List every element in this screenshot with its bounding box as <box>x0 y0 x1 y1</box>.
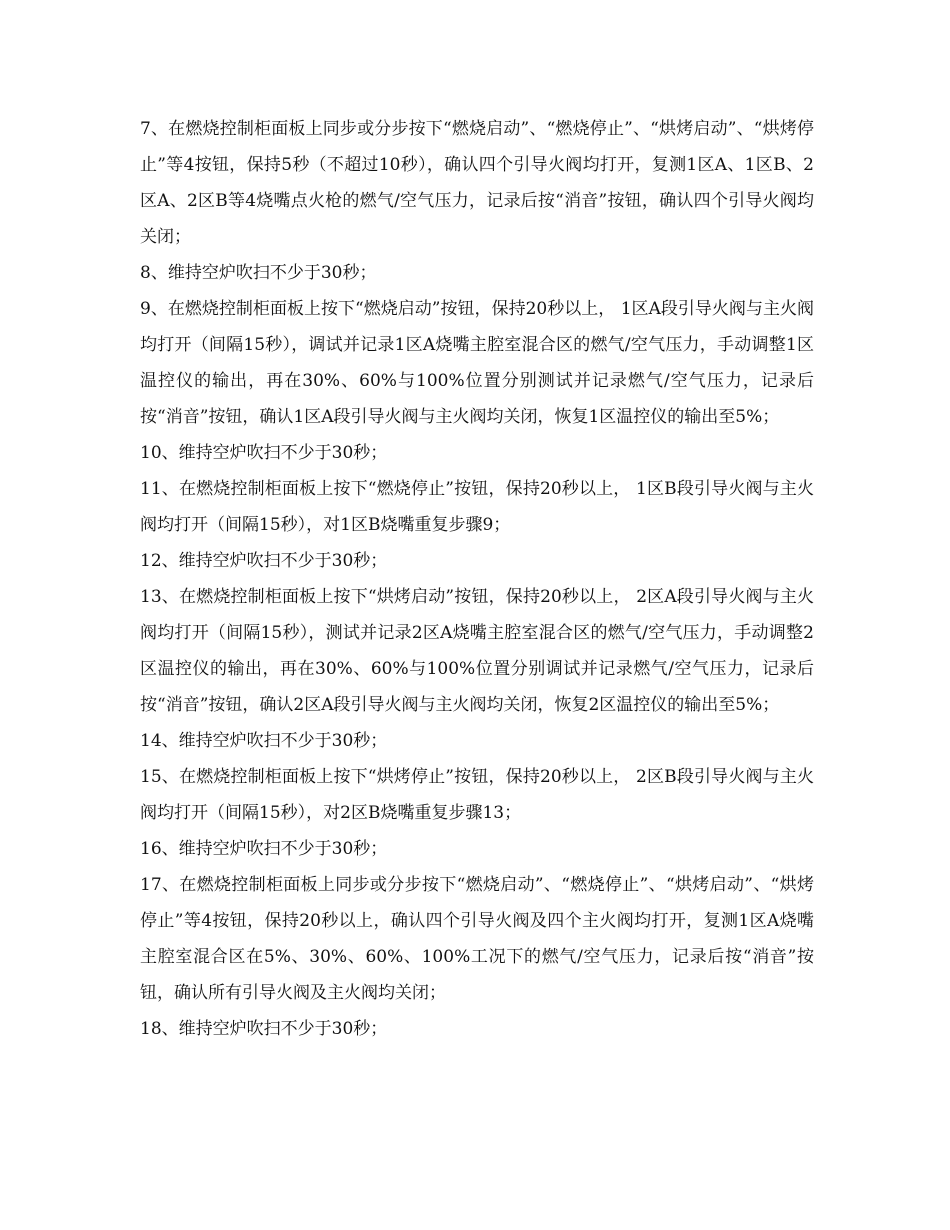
step-11: 11、在燃烧控制柜面板上按下“燃烧停止”按钮，保持20秒以上， 1区B段引导火阀与主火阀均打开（间隔15秒），对1区B烧嘴重复步骤9； <box>140 479 814 535</box>
step-18: 18、维持空炉吹扫不少于30秒； <box>140 1019 388 1039</box>
step-7: 7、在燃烧控制柜面板上同步或分步按下“燃烧启动”、“燃烧停止”、“烘烤启动”、“烘烤停止”等4按钮，保持5秒（不超过10秒），确认四个引导火阀均打开，复测1区A、1区B、2区A、2区B等4烧嘴点火枪的燃气/空气压力，记录后按“消音”按钮，确认四个引导火阀均关闭； <box>140 119 814 247</box>
step-12: 12、维持空炉吹扫不少于30秒； <box>140 551 388 571</box>
step-9: 9、在燃烧控制柜面板上按下“燃烧启动”按钮，保持20秒以上， 1区A段引导火阀与主火阀均打开（间隔15秒），调试并记录1区A烧嘴主腔室混合区的燃气/空气压力，手动调整1区温控仪的输出，再在30%、60%与100%位置分别测试并记录燃气/空气压力，记录后按“消音”按钮，确认1区A段引导火阀与主火阀均关闭，恢复1区温控仪的输出至5%； <box>140 299 814 427</box>
step-15: 15、在燃烧控制柜面板上按下“烘烤停止”按钮，保持20秒以上， 2区B段引导火阀与主火阀均打开（间隔15秒），对2区B烧嘴重复步骤13； <box>140 767 814 823</box>
step-16: 16、维持空炉吹扫不少于30秒； <box>140 839 388 859</box>
step-14: 14、维持空炉吹扫不少于30秒； <box>140 731 388 751</box>
step-8: 8、维持空炉吹扫不少于30秒； <box>140 263 377 283</box>
step-17: 17、在燃烧控制柜面板上同步或分步按下“燃烧启动”、“燃烧停止”、“烘烤启动”、“烘烤停止”等4按钮，保持20秒以上，确认四个引导火阀及四个主火阀均打开，复测1区A烧嘴主腔室混合区在5%、30%、60%、100%工况下的燃气/空气压力，记录后按“消音”按钮，确认所有引导火阀及主火阀均关闭； <box>140 875 814 1003</box>
step-13: 13、在燃烧控制柜面板上按下“烘烤启动”按钮，保持20秒以上， 2区A段引导火阀与主火阀均打开（间隔15秒），测试并记录2区A烧嘴主腔室混合区的燃气/空气压力，手动调整2区温控仪的输出，再在30%、60%与100%位置分别调试并记录燃气/空气压力，记录后按“消音”按钮，确认2区A段引导火阀与主火阀均关闭，恢复2区温控仪的输出至5%； <box>140 587 814 715</box>
step-10: 10、维持空炉吹扫不少于30秒； <box>140 443 388 463</box>
